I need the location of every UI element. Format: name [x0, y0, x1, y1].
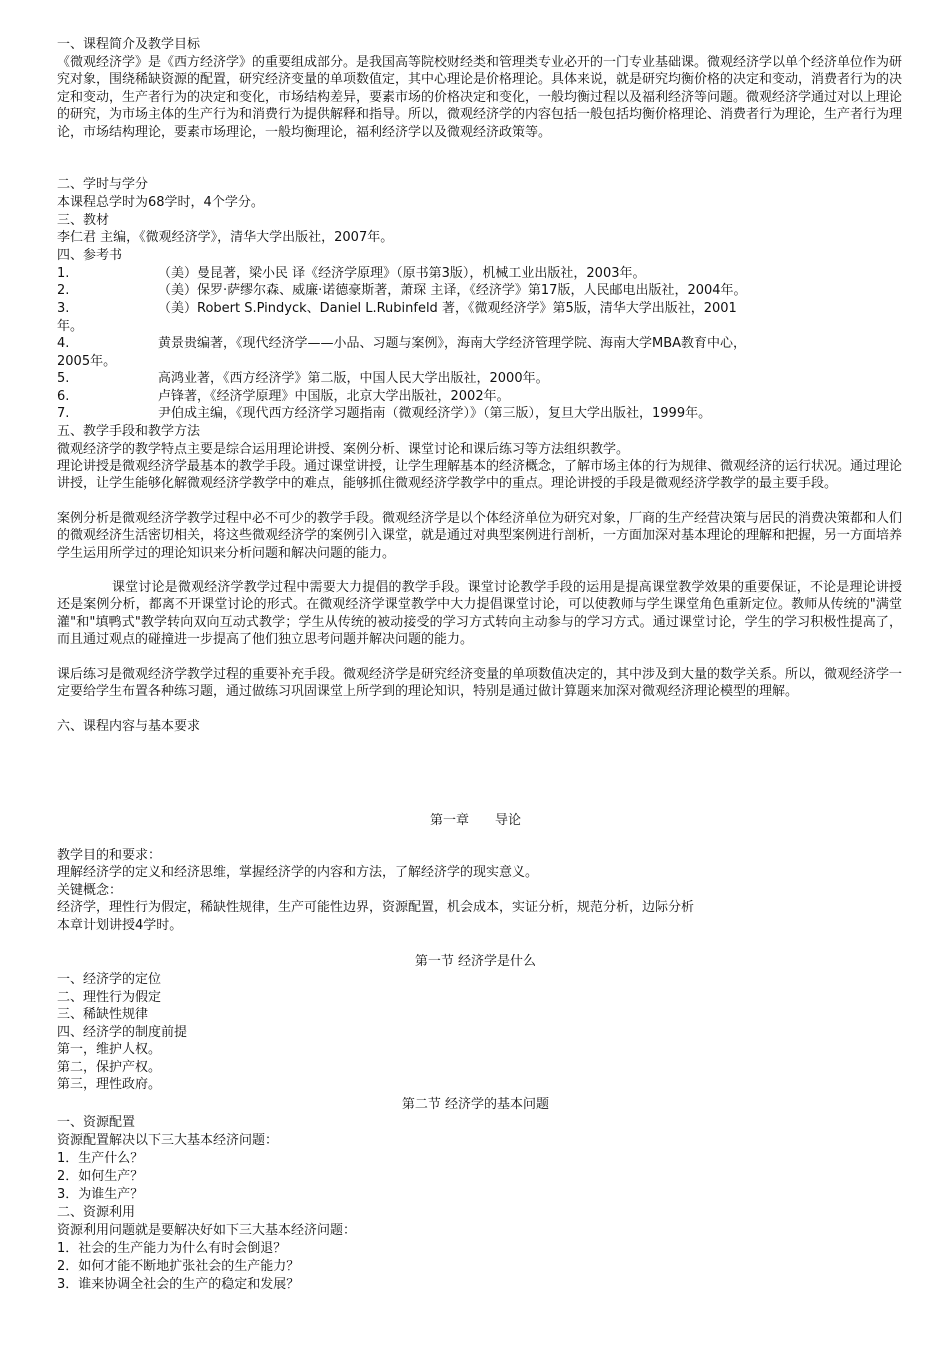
section-2-item: 一、资源配置 — [57, 1115, 136, 1130]
section-2-title: 第二节 经济学的基本问题 — [401, 1097, 550, 1112]
section-1-item: 第三，理性政府。 — [57, 1077, 162, 1092]
section-1-item: 二、理性行为假定 — [57, 990, 162, 1005]
section-1-item: 四、经济学的制度前提 — [57, 1025, 188, 1040]
reference-text: 黄景贵编著，《现代经济学——小品、习题与案例》，海南大学经济管理学院、海南大学MBA教育中心， — [158, 336, 747, 351]
reference-number: 1. — [57, 266, 70, 281]
section-heading-references: 四、参考书 — [57, 248, 123, 263]
reference-text: （美）曼昆著，梁小民 译《经济学原理》（原书第3版），机械工业出版社，2003年。 — [158, 266, 646, 281]
section-1-item: 三、稀缺性规律 — [57, 1007, 149, 1022]
section-2-item: 3．谁来协调全社会的生产的稳定和发展？ — [57, 1277, 300, 1292]
reference-number: 4. — [57, 336, 70, 351]
methods-paragraph-3: 案例分析是微观经济学教学过程中必不可少的教学手段。微观经济学是以个体经济单位为研究对象，厂商的生产经营决策与居民的消费决策都和人们的微观经济生活密切相关，将这些微观经济学的案例引入课堂，就是通过对典型案例进行剖析，一方面加深对基本理论的理解和把握，另一方面培养学生运用所学过的理论知识来分析问题和解决问题的能力。 — [57, 511, 903, 561]
section-heading-course-intro: 一、课程简介及教学目标 — [57, 37, 201, 52]
reference-item — [57, 370, 902, 387]
aims-label: 教学目的和要求： — [57, 848, 162, 863]
concepts-label: 关键概念： — [57, 883, 123, 898]
section-2-item: 3．为谁生产？ — [57, 1187, 144, 1202]
reference-continuation — [57, 353, 902, 370]
section-2-item: 1．生产什么？ — [57, 1151, 144, 1166]
reference-item — [57, 282, 902, 299]
reference-text-cont: 2005年。 — [57, 354, 117, 369]
reference-item — [57, 300, 902, 317]
reference-text: （美）保罗·萨缪尔森、威廉·诺德豪斯著，萧琛 主译，《经济学》第17版，人民邮电出版社，2004年。 — [158, 283, 747, 298]
section-1-item: 第二，保护产权。 — [57, 1060, 162, 1075]
section-1-item: 第一，维护人权。 — [57, 1042, 162, 1057]
textbook-text: 李仁君 主编，《微观经济学》，清华大学出版社，2007年。 — [57, 230, 394, 245]
chapter-hours: 本章计划讲授4学时。 — [57, 918, 183, 933]
reference-continuation — [57, 318, 902, 335]
section-2-item: 二、资源利用 — [57, 1205, 136, 1220]
aims-text: 理解经济学的定义和经济思维，掌握经济学的内容和方法，了解经济学的现实意义。 — [57, 865, 539, 880]
section-2-item: 1．社会的生产能力为什么有时会倒退？ — [57, 1241, 287, 1256]
reference-number: 5. — [57, 371, 70, 386]
section-2-item: 资源配置解决以下三大基本经济问题： — [57, 1133, 279, 1148]
section-heading-methods: 五、教学手段和教学方法 — [57, 424, 201, 439]
section-2-item: 2．如何生产？ — [57, 1169, 144, 1184]
reference-text: 卢锋著，《经济学原理》中国版，北京大学出版社，2002年。 — [158, 389, 510, 404]
reference-text: （美）Robert S.Pindyck、Daniel L.Rubinfeld 著，《微观经济学》第5版，清华大学出版社，2001 — [158, 301, 737, 316]
reference-item — [57, 265, 902, 282]
methods-paragraph-1: 微观经济学的教学特点主要是综合运用理论讲授、案例分析、课堂讨论和课后练习等方法组织教学。 — [57, 442, 630, 457]
course-intro-paragraph: 《微观经济学》是《西方经济学》的重要组成部分。是我国高等院校财经类和管理类专业必开的一门专业基础课。微观经济学以单个经济单位作为研究对象，围绕稀缺资源的配置，研究经济变量的单项数值定，其中心理论是价格理论。具体来说，就是研究均衡价格的决定和变动，消费者行为的决定和变动，生产者行为的决定和变化，市场结构差异，要素市场的价格决定和变化，一般均衡过程以及福利经济等问题。微观经济学通过对以上理论的研究，为市场主体的生产行为和消费行为提供解释和指导。所以，微观经济学的内容包括一般包括均衡价格理论、消费者行为理论，生产者行为理论，市场结构理论，要素市场理论，一般均衡理论，福利经济学以及微观经济政策等。 — [57, 55, 903, 140]
section-2-item: 2．如何才能不断地扩张社会的生产能力？ — [57, 1259, 300, 1274]
section-1-title: 第一节 经济学是什么 — [414, 954, 537, 969]
reference-item — [57, 335, 902, 352]
methods-paragraph-4: 课堂讨论是微观经济学教学过程中需要大力提倡的教学手段。课堂讨论教学手段的运用是提高课堂教学效果的重要保证，不论是理论讲授还是案例分析，都离不开课堂讨论的形式。在微观经济学课堂教学中大力提倡课堂讨论，可以使教师与学生课堂角色重新定位。教师从传统的"满堂灌"和"填鸭式"教学转向双向互动式教学；学生从传统的被动接受的学习方式转向主动参与的学习方式。通过课堂讨论，学生的学习积极性提高了，而且通过观点的碰撞进一步提高了他们独立思考问题并解决问题的能力。 — [57, 580, 902, 648]
reference-number: 2. — [57, 283, 70, 298]
reference-number: 6. — [57, 389, 70, 404]
concepts-text: 经济学，理性行为假定，稀缺性规律，生产可能性边界，资源配置，机会成本，实证分析，规范分析，边际分析 — [57, 900, 695, 915]
section-heading-content: 六、课程内容与基本要求 — [57, 719, 201, 734]
chapter-title: 第一章 导论 — [429, 813, 521, 828]
hours-text: 本课程总学时为68学时，4个学分。 — [57, 195, 264, 210]
methods-paragraph-5: 课后练习是微观经济学教学过程的重要补充手段。微观经济学是研究经济变量的单项数值决定的，其中涉及到大量的数学关系。所以，微观经济学一定要给学生布置各种练习题，通过做练习巩固课堂上所学到的理论知识，特别是通过做计算题来加深对微观经济理论模型的理解。 — [57, 667, 903, 700]
section-heading-hours: 二、学时与学分 — [57, 177, 149, 192]
reference-number: 7. — [57, 406, 70, 421]
reference-item — [57, 405, 902, 422]
reference-text-cont: 年。 — [57, 319, 84, 334]
section-2-item: 资源利用问题就是要解决好如下三大基本经济问题： — [57, 1223, 357, 1238]
reference-text: 高鸿业著，《西方经济学》第二版，中国人民大学出版社，2000年。 — [158, 371, 549, 386]
section-1-item: 一、经济学的定位 — [57, 972, 162, 987]
section-heading-textbook: 三、教材 — [57, 213, 110, 228]
reference-item — [57, 388, 902, 405]
reference-number: 3. — [57, 301, 70, 316]
methods-paragraph-2: 理论讲授是微观经济学最基本的教学手段。通过课堂讲授，让学生理解基本的经济概念，了解市场主体的行为规律、微观经济的运行状况。通过理论讲授，让学生能够化解微观经济学教学中的难点，能够抓住微观经济学教学中的重点。理论讲授的手段是微观经济学教学的最主要手段。 — [57, 459, 903, 492]
reference-text: 尹伯成主编，《现代西方经济学习题指南（微观经济学）》（第三版），复旦大学出版社，1999年。 — [158, 406, 712, 421]
